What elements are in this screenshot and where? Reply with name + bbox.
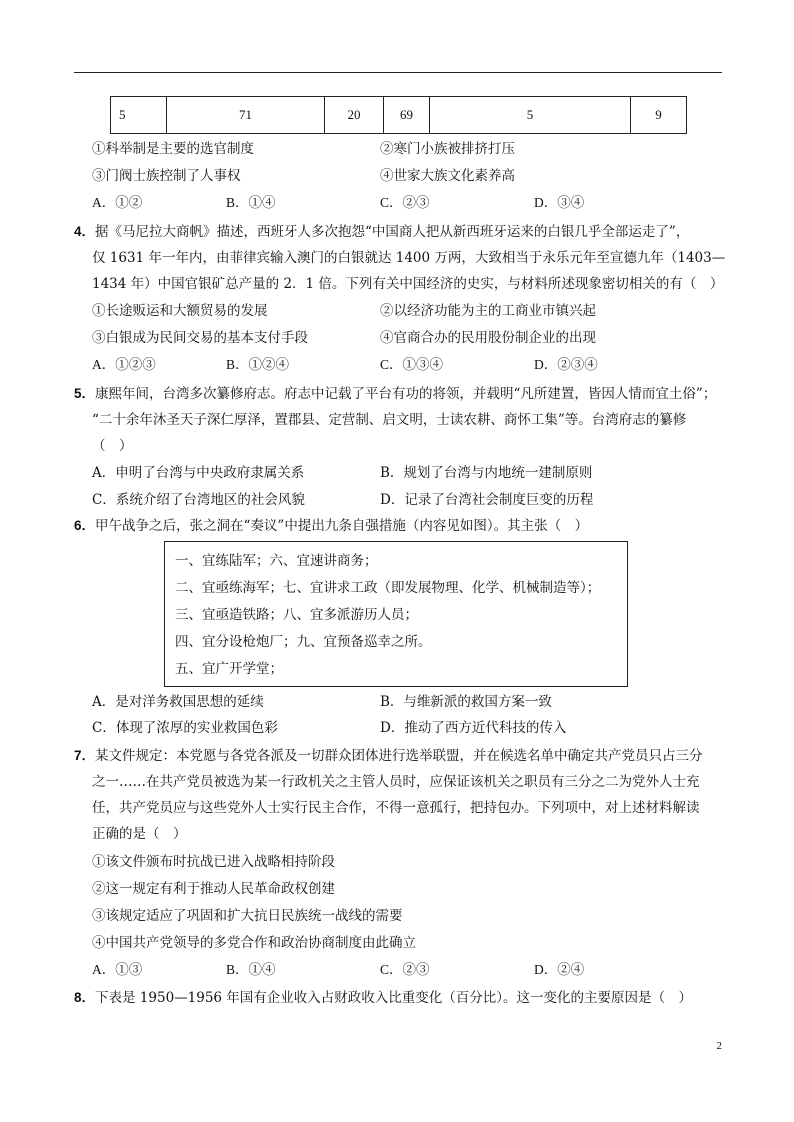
q7-option-a: A．①③ bbox=[92, 962, 143, 977]
q3-statement-1: ①科举制是主要的选官制度 bbox=[92, 141, 254, 157]
q6-box-line: 五、宜广开学堂； bbox=[175, 661, 283, 677]
table-row bbox=[111, 97, 687, 134]
table-cell: 9 bbox=[631, 97, 687, 134]
q4-statement-1: ①长途贩运和大额贸易的发展 bbox=[92, 303, 268, 319]
q4-stem-line-3: 1434 年）中国官银矿总产量的 2．1 倍。下列有关中国经济的史实，与材料所述现象密切相关的有（ ） bbox=[92, 276, 724, 292]
q5-number: 5． bbox=[74, 386, 96, 401]
q7-option-d: D．②④ bbox=[534, 962, 585, 977]
q6-box-line: 二、宜亟练海军；七、宜讲求工政（即发展物理、化学、机械制造等）； bbox=[175, 580, 601, 596]
q5-option-d: D．记录了台湾社会制度巨变的历程 bbox=[380, 492, 594, 508]
q4-number: 4． bbox=[74, 224, 96, 239]
q7-number: 7． bbox=[74, 748, 96, 763]
q4-statement-3: ③白银成为民间交易的基本支付手段 bbox=[92, 330, 308, 346]
q6-box-line: 一、宜练陆军；六、宜速讲商务； bbox=[175, 553, 378, 569]
q7-option-b: B．①④ bbox=[226, 962, 276, 977]
q6-box-line: 三、宜亟造铁路；八、宜多派游历人员； bbox=[175, 607, 418, 623]
q5-stem-line-2: “二十余年沐圣天子深仁厚泽，置郡县、定营制、启文明，士读农耕、商怀工集”等。台湾府志的纂修 bbox=[92, 412, 687, 428]
q7-stem-line-2: 之一……在共产党员被选为某一行政机关之主管人员时，应保证该机关之职员有三分之二为党外人士充 bbox=[92, 774, 700, 790]
q8-stem-line-1: 8．下表是 1950—1956 年国有企业收入占财政收入比重变化（百分比）。这一变化的主要原因是（ ） bbox=[74, 990, 693, 1006]
q4-option-a: A．①②③ bbox=[92, 357, 156, 372]
q7-statement-2: ②这一规定有利于推动人民革命政权创建 bbox=[92, 881, 335, 897]
q5-option-a: A．申明了台湾与中央政府隶属关系 bbox=[92, 465, 305, 481]
table-cell: 5 bbox=[111, 97, 167, 134]
q6-stem-line-1: 6．甲午战争之后，张之洞在“奏议”中提出九条自强措施（内容见如图）。其主张（ ） bbox=[74, 518, 589, 534]
q7-stem-line-3: 任，共产党员应与这些党外人士实行民主合作，不得一意孤行，把持包办。下列项中，对上述材料解读 bbox=[92, 800, 700, 816]
q3-option-d: D．③④ bbox=[534, 195, 585, 210]
q7-stem-line-1: 7．某文件规定：本党愿与各党各派及一切群众团体进行选举联盟，并在候选名单中确定共产党员只占三分 bbox=[74, 748, 703, 764]
q6-number: 6． bbox=[74, 518, 96, 533]
header-rule bbox=[74, 72, 722, 73]
q5-option-c: C．系统介绍了台湾地区的社会风貌 bbox=[92, 492, 305, 508]
q5-option-b: B．规划了台湾与内地统一建制原则 bbox=[380, 465, 593, 481]
q3-option-b: B．①④ bbox=[226, 195, 276, 210]
q4-statement-2: ②以经济功能为主的工商业市镇兴起 bbox=[380, 303, 596, 319]
q4-statement-4: ④官商合办的民用股份制企业的出现 bbox=[380, 330, 596, 346]
q7-statement-4: ④中国共产党领导的多党合作和政治协商制度由此确立 bbox=[92, 935, 416, 951]
q3-statement-3: ③门阀士族控制了人事权 bbox=[92, 168, 241, 184]
table-cell: 20 bbox=[325, 97, 384, 134]
q7-statement-3: ③该规定适应了巩固和扩大抗日民族统一战线的需要 bbox=[92, 908, 403, 924]
q5-stem-line-1: 5．康熙年间，台湾多次纂修府志。府志中记载了平台有功的将领，并载明“凡所建置，皆因人情而宜土俗”； bbox=[74, 386, 717, 402]
q4-option-b: B．①②④ bbox=[226, 357, 290, 372]
q7-stem-line-4: 正确的是（ ） bbox=[92, 826, 187, 842]
page-number: 2 bbox=[716, 1040, 722, 1052]
q6-measures-box bbox=[164, 541, 628, 687]
q7-statement-1: ①该文件颁布时抗战已进入战略相持阶段 bbox=[92, 854, 335, 870]
q6-option-c: C．体现了浓厚的实业救国色彩 bbox=[92, 720, 278, 736]
q6-option-b: B．与维新派的救国方案一致 bbox=[380, 694, 552, 710]
q3-option-c: C．②③ bbox=[380, 195, 430, 210]
q5-stem-line-3: （ ） bbox=[92, 438, 133, 454]
q6-option-d: D．推动了西方近代科技的传入 bbox=[380, 720, 567, 736]
q4-option-c: C．①③④ bbox=[380, 357, 444, 372]
q3-statement-4: ④世家大族文化素养高 bbox=[380, 168, 515, 184]
table-cell: 71 bbox=[167, 97, 325, 134]
table-cell: 5 bbox=[430, 97, 631, 134]
q8-number: 8． bbox=[74, 990, 96, 1005]
q6-box-line: 四、宜分设枪炮厂；九、宜预备巡幸之所。 bbox=[175, 634, 432, 650]
q4-stem-line-2: 仅 1631 年一年内，由菲律宾输入澳门的白银就达 1400 万两，大致相当于永乐元年至宣德九年（1403— bbox=[92, 250, 726, 266]
q6-option-a: A．是对洋务救国思想的延续 bbox=[92, 694, 264, 710]
q4-stem-line-1: 4．据《马尼拉大商帆》描述，西班牙人多次抱怨“中国商人把从新西班牙运来的白银几乎全部运走了”， bbox=[74, 224, 690, 240]
q3-statement-2: ②寒门小族被排挤打压 bbox=[380, 141, 515, 157]
q7-option-c: C．②③ bbox=[380, 962, 430, 977]
table-cell: 69 bbox=[384, 97, 430, 134]
q4-option-d: D．②③④ bbox=[534, 357, 598, 372]
data-table bbox=[110, 96, 687, 134]
q3-option-a: A．①② bbox=[92, 195, 143, 210]
